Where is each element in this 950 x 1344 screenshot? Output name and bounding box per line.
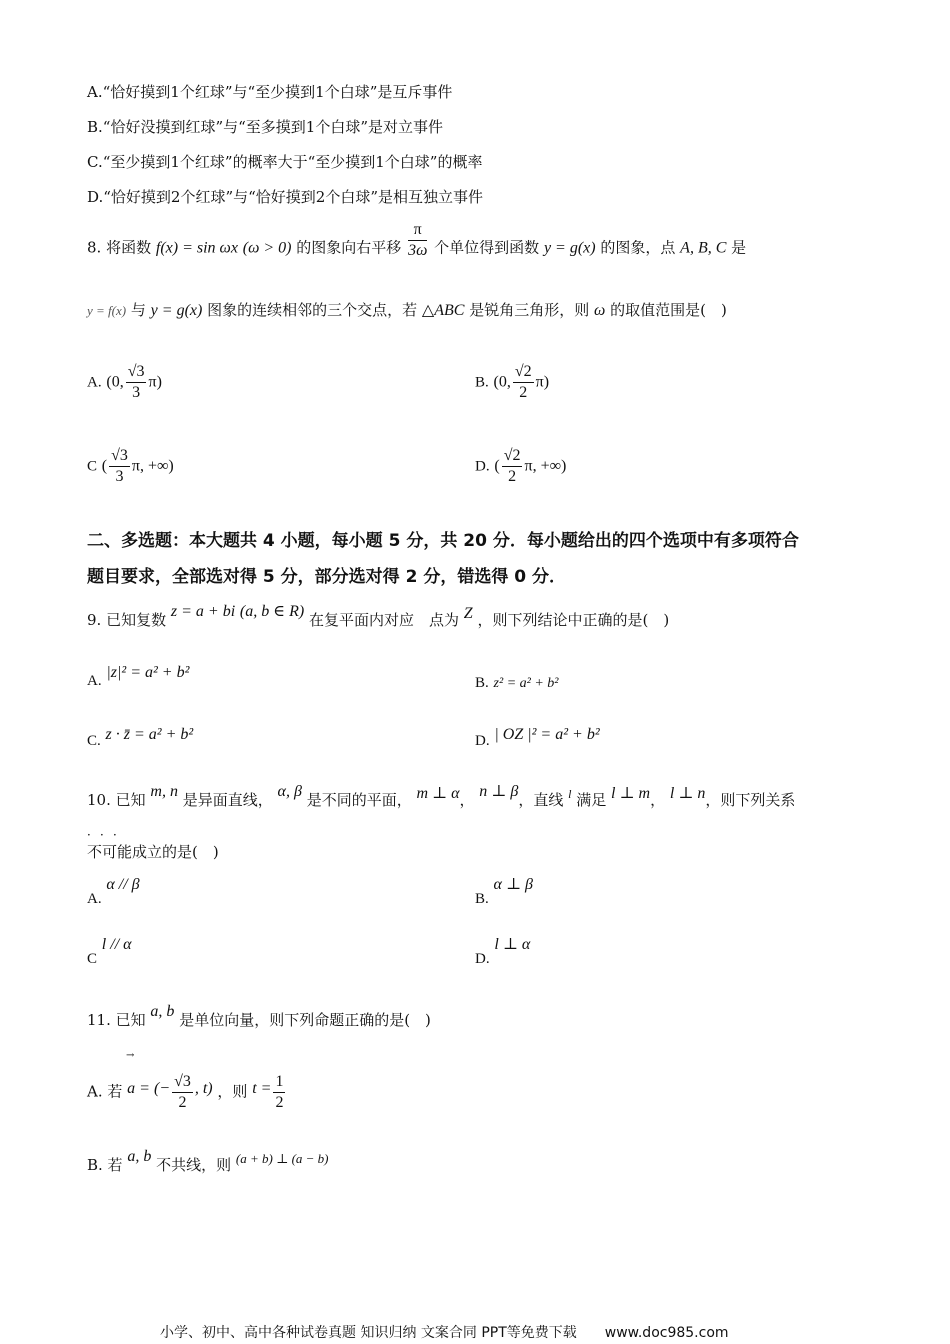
q10-text: ，: [650, 791, 666, 809]
fraction: [109, 446, 130, 487]
q11-t: , t): [194, 1079, 213, 1097]
q8-text: 的图象，点: [600, 238, 676, 257]
fraction: [172, 1072, 193, 1113]
q11-ab: a, b: [127, 1148, 152, 1165]
q9-stem: [87, 603, 670, 631]
q9-option-b: [475, 672, 558, 694]
q8-text: 的图象向右平移: [296, 238, 402, 257]
q11-expression: (a + b) ⊥ (a − b): [235, 1151, 329, 1166]
q8-yg: y = g(x): [150, 302, 203, 319]
q8-shift-fraction: [408, 220, 427, 261]
fraction-num: √2: [513, 362, 534, 383]
q8-stem-line2: [87, 300, 727, 321]
option-formula: z² = a² + b²: [493, 676, 559, 691]
q11-text: 11. 已知: [87, 1011, 146, 1029]
fraction: [502, 446, 523, 487]
fraction-den: 3: [132, 384, 141, 401]
option-formula: α // β: [106, 876, 140, 893]
option-label: D.: [475, 733, 490, 749]
q11-text: 不共线，则: [156, 1156, 232, 1174]
q8-condition: (ω > 0): [242, 239, 292, 257]
option-text: (0,: [493, 373, 511, 391]
q10-text: 10. 已知: [87, 791, 146, 809]
q10-option-b: [475, 876, 533, 909]
q11-option-a: [87, 1072, 287, 1113]
q8-g-formula: y = g(x): [543, 239, 596, 257]
q10-mn: m, n: [150, 783, 178, 800]
fraction-den: 2: [275, 1094, 284, 1111]
q9-text: ，则下列结论中正确的是( ): [477, 611, 670, 629]
option-label: C: [87, 951, 98, 967]
q8-f-formula: f(x) = sin ωx: [155, 239, 238, 257]
option-text: (: [101, 457, 108, 475]
option-label: A.: [87, 673, 102, 689]
q10-stem-line2: 不可能成立的是( ): [87, 843, 219, 861]
q8-shift-den: 3ω: [408, 242, 428, 259]
q8-text: 图象的连续相邻的三个交点，若: [207, 301, 418, 319]
option-formula: |z|² = a² + b²: [106, 664, 190, 681]
q7-option-a: A.“恰好摸到1个红球”与“至少摸到1个白球”是互斥事件: [87, 83, 453, 101]
q7-option-c: C.“至少摸到1个红球”的概率大于“至少摸到1个白球”的概率: [87, 153, 483, 171]
option-formula: | OZ |² = a² + b²: [494, 726, 600, 743]
q8-points: A, B, C: [680, 239, 727, 257]
q10-text: 是异面直线，: [182, 791, 273, 809]
fraction-den: 2: [178, 1094, 187, 1111]
option-formula: l ⊥ α: [494, 936, 531, 953]
q10-text: 满足: [576, 791, 607, 809]
q9-z: z = a + bi: [170, 603, 236, 620]
q11-text: ，则: [217, 1082, 248, 1101]
q8-option-a: [87, 362, 162, 403]
fraction-num: √3: [126, 362, 147, 383]
option-text: (: [494, 457, 500, 475]
fraction: [513, 362, 534, 403]
vector-arrow-icon: →: [126, 1050, 135, 1061]
option-label: B. 若: [87, 1156, 123, 1174]
option-label: D.: [475, 951, 490, 967]
q10-text: ，则下列关系: [705, 791, 796, 809]
option-label: C: [87, 458, 98, 475]
option-label: A. 若: [87, 1082, 123, 1101]
option-text: (0,: [106, 373, 124, 391]
q10-option-d: [475, 936, 531, 969]
option-label: D.: [475, 458, 490, 475]
q8-text: 8. 将函数: [87, 238, 152, 257]
fraction-den: 2: [519, 384, 528, 401]
fraction: [273, 1072, 285, 1113]
q8-text: 与: [130, 301, 146, 319]
q10-text: ，直线: [518, 791, 564, 809]
q8-omega: ω: [594, 302, 606, 319]
fraction-den: 3: [115, 468, 124, 485]
option-text: π): [535, 373, 550, 391]
q9-point-z: Z: [463, 605, 473, 622]
page-footer: 小学、初中、高中各种试卷真题 知识归纳 文案合同 PPT等免费下载 www.doc985.com: [160, 1325, 729, 1341]
q7-option-d: D.“恰好摸到2个红球”与“恰好摸到2个白球”是相互独立事件: [87, 188, 484, 206]
fraction-num: √2: [502, 446, 523, 467]
option-label: C.: [87, 733, 101, 749]
q10-text: 是不同的平面，: [306, 791, 412, 809]
q8-option-b: [475, 362, 549, 403]
fraction-num: 1: [273, 1072, 285, 1093]
q10-option-c: [87, 936, 132, 969]
q10-alpha-beta: α, β: [277, 783, 302, 800]
fraction-num: √3: [172, 1072, 193, 1093]
q9-text: 9. 已知复数: [87, 611, 167, 629]
q8-option-d: [475, 446, 566, 487]
option-formula: l // α: [101, 936, 132, 953]
q8-option-c: [87, 446, 174, 487]
option-label: A.: [87, 374, 102, 391]
q9-text: 在复平面内对应 点为: [308, 611, 459, 629]
q8-text: 是: [731, 238, 747, 257]
q11-option-b: [87, 1148, 329, 1176]
q8-shift-num: π: [408, 220, 427, 241]
q9-option-d: [475, 726, 600, 751]
q10-text: ，: [459, 791, 475, 809]
fraction: [126, 362, 147, 403]
fraction-den: 2: [508, 468, 517, 485]
option-label: B.: [475, 374, 489, 391]
q8-text: 个单位得到函数: [434, 238, 540, 257]
section-heading-line2: 题目要求，全部选对得 5 分，部分选对得 2 分，错选得 0 分．: [87, 567, 566, 587]
q9-option-c: [87, 726, 194, 751]
q8-stem-line1: [87, 221, 747, 261]
q11-ab: a, b: [150, 1003, 175, 1020]
q11-t-eq: t =: [252, 1079, 272, 1097]
emphasis-dots: ．．．: [87, 824, 133, 838]
q10-option-a: [87, 876, 140, 909]
fraction-num: √3: [109, 446, 130, 467]
q7-option-b: B.“恰好没摸到红球”与“至多摸到1个白球”是对立事件: [87, 118, 444, 136]
q8-yf: y = f(x): [87, 303, 127, 318]
option-text: π): [148, 373, 162, 391]
option-formula: α ⊥ β: [493, 876, 533, 893]
option-text: π, +∞): [131, 457, 174, 475]
option-label: B.: [475, 675, 489, 691]
section-heading-line1: 二、多选题：本大题共 4 小题，每小题 5 分，共 20 分．每小题给出的四个选项中有多项符合: [87, 531, 799, 551]
option-formula: z · z̄ = a² + b²: [105, 726, 194, 743]
q8-text: 是锐角三角形，则: [469, 301, 590, 319]
q10-stem-line1: [87, 783, 796, 811]
q10-condition: m ⊥ α: [416, 785, 460, 802]
q11-vector-a: a = (−: [127, 1079, 171, 1097]
q10-condition: n ⊥ β: [479, 783, 519, 800]
q10-condition: l ⊥ m: [611, 785, 651, 802]
q11-text: 是单位向量，则下列命题正确的是( ): [179, 1011, 431, 1029]
option-label: A.: [87, 891, 102, 907]
q11-stem: [87, 1003, 431, 1031]
q10-condition: l ⊥ n: [669, 785, 706, 802]
q9-option-a: [87, 664, 190, 691]
option-text: π, +∞): [524, 457, 567, 475]
q8-text: 的取值范围是( ): [610, 301, 727, 319]
q10-line-l: l: [568, 787, 572, 801]
q8-triangle: △ABC: [421, 302, 465, 319]
q9-condition: (a, b ∈ R): [239, 603, 305, 620]
option-label: B.: [475, 891, 489, 907]
